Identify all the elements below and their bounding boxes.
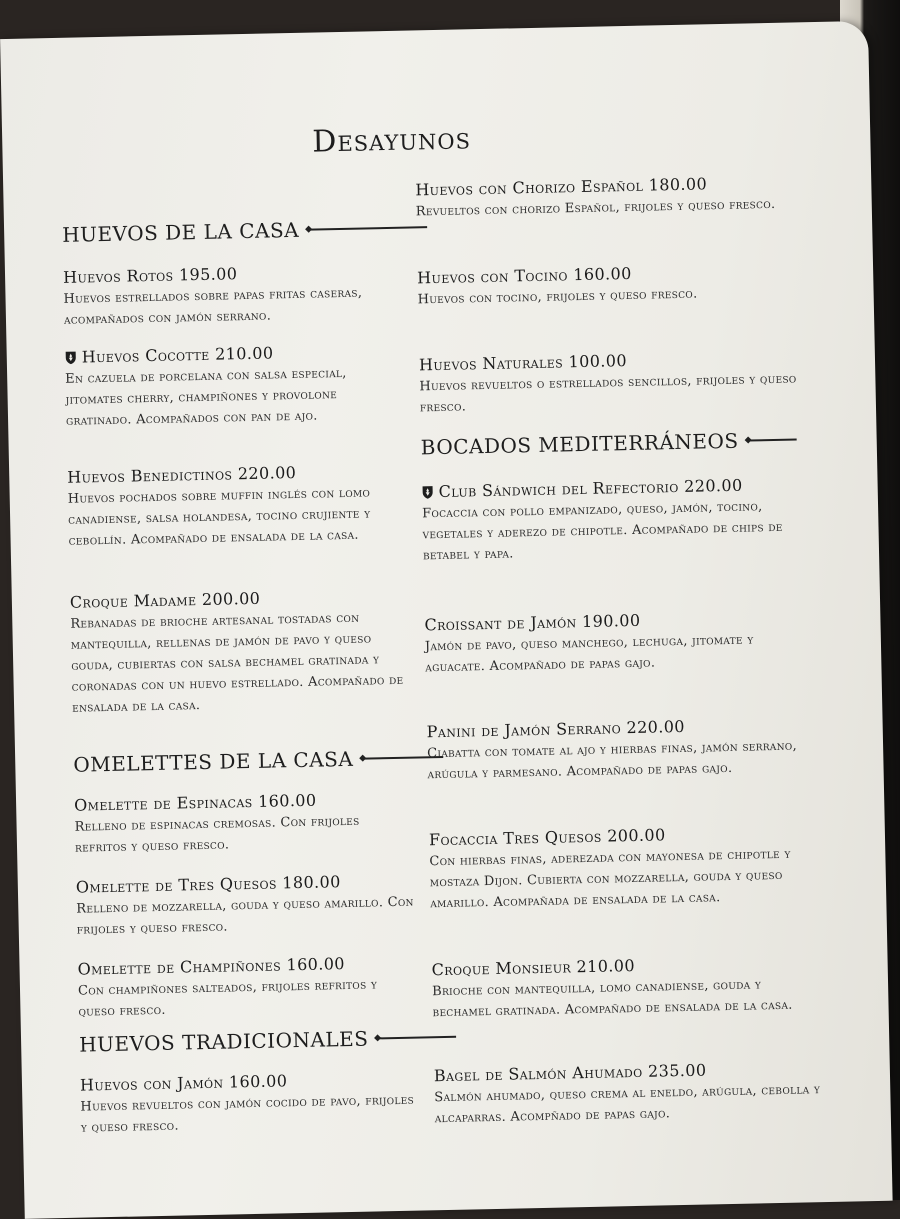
item-description: Jamón de pavo, queso manchego, lechuga, jitomate y aguacate. Acompañado de papas gajo. — [424, 632, 754, 676]
item-name: Club Sándwich del Refectorio 220.00 — [438, 475, 743, 502]
menu-item — [67, 461, 409, 552]
section-rule — [309, 226, 427, 230]
menu-page — [0, 21, 893, 1219]
item-description: Huevos revueltos con jamón cocido de pavo, frijoles y queso fresco. — [80, 1092, 415, 1136]
item-description: Revueltos con chorizo Español, frijoles y queso fresco. — [415, 196, 776, 220]
item-description: Relleno de espinacas cremosas. Con frijoles refritos y queso fresco. — [74, 813, 360, 856]
menu-item — [431, 952, 822, 1023]
menu-item — [80, 1069, 421, 1139]
item-description: Huevos pochados sobre muffin inglés con lomo canadiense, salsa holandesa, tocino crujiente y cebollín. Acompañado de ensalada de la casa. — [67, 485, 371, 549]
section-rule — [749, 439, 797, 442]
item-description: Brioche con mantequilla, lomo canadiense, gouda y bechamel gratinada. Acompañado de ensalada de la casa. — [431, 977, 793, 1021]
section-heading — [62, 215, 427, 247]
item-name: Huevos Benedictinos 220.00 — [67, 462, 297, 487]
menu-item — [424, 607, 815, 678]
item-description: Huevos estrellados sobre papas fritas caseras, acompañados con jamón serrano. — [63, 285, 363, 328]
item-description: Focaccia con pollo empanizado, queso, jamón, tocino, vegetales y aderezo de chipotle. Acompañado de chips de betabel y papa. — [421, 499, 783, 564]
section-title: BOCADOS MEDITERRÁNEOS — [420, 428, 739, 460]
item-description: Huevos con tocino, frijoles y queso fresco. — [417, 286, 698, 308]
item-name: Huevos con Chorizo Español 180.00 — [415, 174, 708, 200]
menu-item — [434, 1058, 825, 1129]
menu-item — [77, 953, 418, 1023]
item-name: Croque Monsieur 210.00 — [431, 955, 636, 980]
menu-item — [65, 341, 407, 432]
item-name: Croque Madame 200.00 — [69, 588, 261, 612]
menu-item — [76, 871, 417, 941]
menu-item — [74, 789, 415, 859]
item-name: Focaccia Tres Quesos 200.00 — [428, 825, 666, 850]
section-heading — [420, 427, 796, 459]
section-title: HUEVOS TRADICIONALES — [78, 1026, 369, 1057]
menu-item — [417, 260, 808, 310]
item-name: Huevos con Jamón 160.00 — [79, 1071, 288, 1095]
section-heading — [79, 1025, 457, 1057]
menu-item — [70, 586, 413, 719]
item-name: Croissant de Jamón 190.00 — [424, 610, 641, 635]
item-description: Con hierbas finas, aderezada con mayonesa de chipotle y mostaza Dijon. Cubierta con mozzarella, gouda y queso amarillo. Acompañada de ensalada de la casa. — [429, 846, 791, 912]
item-description: Ciabatta con tomate al ajo y hierbas finas, jamón serrano, arúgula y parmesano. Acompañado de papas gajo. — [426, 738, 798, 783]
shield-crest-icon — [422, 485, 434, 499]
item-name: Bagel de Salmón Ahumado 235.00 — [433, 1060, 707, 1086]
section-title: OMELETTES DE LA CASA — [73, 746, 354, 777]
menu-item — [63, 261, 404, 331]
item-name: Huevos Cocotte 210.00 — [81, 343, 274, 367]
item-description: Rebanadas de brioche artesanal tostadas con mantequilla, rellenas de jamón de pavo y queso gouda, cubiertas con salsa bechamel gratinada y coronadas con un huevo estrellado. Acompañado de ensalada de la casa. — [70, 610, 404, 716]
item-description: Relleno de mozzarella, gouda y queso amarillo. Con frijoles y queso fresco. — [76, 894, 414, 938]
item-name: Huevos Rotos 195.00 — [62, 264, 238, 287]
menu-item — [429, 822, 821, 914]
item-description: Con champiñones salteados, frijoles refritos y queso fresco. — [77, 977, 378, 1020]
menu-item — [415, 172, 806, 222]
section-title: HUEVOS DE LA CASA — [61, 217, 300, 247]
item-name: Omelette de Espinacas 160.00 — [73, 790, 317, 815]
menu-item — [426, 714, 817, 785]
section-rule — [378, 1036, 456, 1039]
shield-crest-icon — [65, 351, 77, 365]
menu-item — [421, 474, 813, 566]
page-title: Desayunos — [311, 121, 472, 160]
item-name: Omelette de Tres Quesos 180.00 — [75, 872, 341, 897]
section-heading — [73, 745, 443, 777]
item-description: Huevos revueltos o estrellados sencillos, frijoles y queso fresco. — [419, 371, 797, 416]
item-name: Huevos Naturales 100.00 — [418, 351, 628, 375]
item-name: Omelette de Champiñones 160.00 — [77, 954, 346, 979]
item-name: Panini de Jamón Serrano 220.00 — [426, 716, 686, 742]
menu-item — [419, 347, 810, 418]
item-description: En cazuela de porcelana con salsa especial, jitomates cherry, champiñones y provolone gratinado. Acompañados con pan de ajo. — [65, 365, 347, 429]
item-description: Salmón ahumado, queso crema al eneldo, arúgula, cebolla y alcaparras. Acompñado de papas gajo. — [434, 1082, 821, 1127]
item-name: Huevos con Tocino 160.00 — [416, 263, 632, 288]
right-column — [412, 22, 821, 1127]
